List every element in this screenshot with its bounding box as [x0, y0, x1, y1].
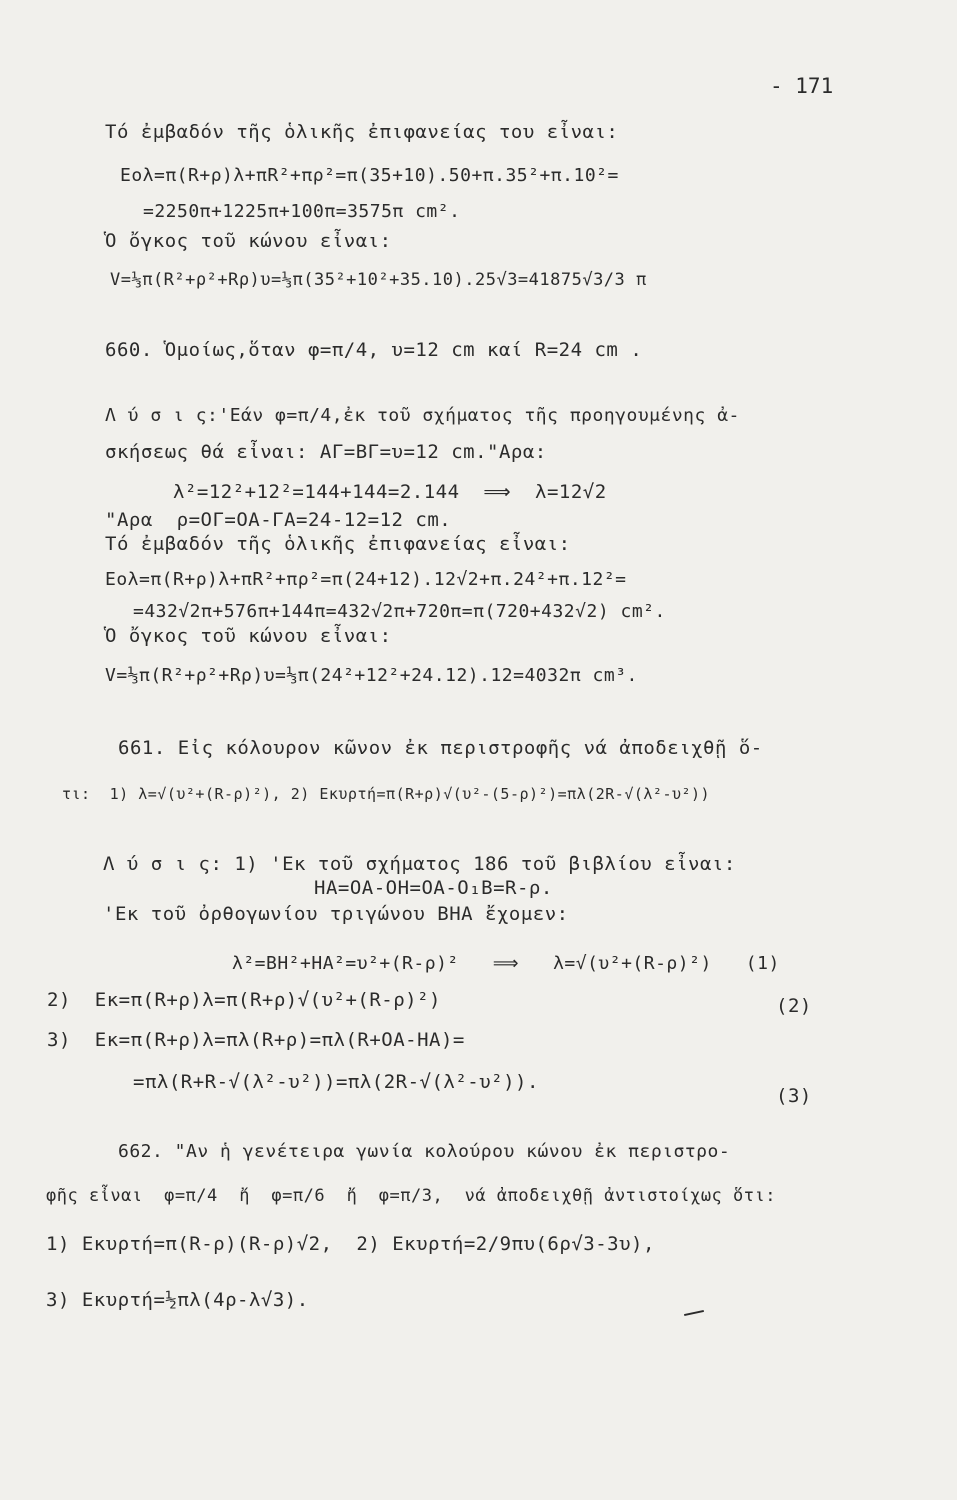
formula-line: =2250π+1225π+100π=3575π cm². [143, 201, 461, 222]
formula-line: λ²=12²+12²=144+144=2.144 ⟹ λ=12√2 [173, 481, 607, 503]
equation-number: (2) [776, 995, 812, 1017]
formula-line: Eολ=π(R+ρ)λ+πR²+πρ²=π(24+12).12√2+π.24²+π.12²= [105, 569, 627, 590]
page-number: - 171 [770, 74, 834, 98]
formula-line: V=⅓π(R²+ρ²+Rρ)υ=⅓π(35²+10²+35.10).25√3=41875√3/3 π [110, 270, 647, 290]
formula-line: V=⅓π(R²+ρ²+Rρ)υ=⅓π(24²+12²+24.12).12=4032π cm³. [105, 665, 638, 686]
formula-line: τι: 1) λ=√(υ²+(R-ρ)²), 2) Eκυρτή=π(R+ρ)√(υ²-(5-ρ)²)=πλ(2R-√(λ²-υ²)) [62, 785, 711, 803]
equation-number: (3) [776, 1085, 812, 1107]
formula-line: =πλ(R+R-√(λ²-υ²))=πλ(2R-√(λ²-υ²)). [133, 1071, 539, 1093]
formula-line: 1) Eκυρτή=π(R-ρ)(R-ρ)√2, 2) Eκυρτή=2/9πυ(6ρ√3-3υ), [46, 1233, 655, 1255]
text-line: Λ ύ σ ι ς:'Εάν φ=π/4,ἐκ τοῦ σχήματος τῆς προηγουμένης ἀ- [105, 405, 740, 426]
text-line: 'Εκ τοῦ ὀρθογωνίου τριγώνου ΒΗΑ ἔχομεν: [103, 903, 569, 925]
exercise-heading: 662. "Αν ἡ γενέτειρα γωνία κολούρου κώνου ἐκ περιστρο- [118, 1141, 731, 1162]
formula-line: "Αρα ρ=ΟΓ=ΟΑ-ΓΑ=24-12=12 cm. [105, 509, 452, 531]
text-line: φῆς εἶναι φ=π/4 ἤ φ=π/6 ἤ φ=π/3, νά ἀποδειχθῇ ἀντιστοίχως ὅτι: [46, 1186, 776, 1206]
formula-line: =432√2π+576π+144π=432√2π+720π=π(720+432√2) cm². [133, 601, 666, 622]
exercise-heading: 661. Εἰς κόλουρον κῶνον ἐκ περιστροφῆς νά ἀποδειχθῇ ὅ- [118, 737, 763, 759]
text-line: σκήσεως θά εἶναι: ΑΓ=ΒΓ=υ=12 cm."Αρα: [105, 441, 547, 463]
text-line: Ὁ ὄγκος τοῦ κώνου εἶναι: [105, 230, 392, 252]
pen-mark [684, 1310, 704, 1316]
formula-line: λ²=ΒΗ²+ΗΑ²=υ²+(R-ρ)² ⟹ λ=√(υ²+(R-ρ)²) (1) [232, 953, 780, 974]
text-line: Ὁ ὄγκος τοῦ κώνου εἶναι: [105, 625, 392, 647]
formula-line: 3) Eκυρτή=½πλ(4ρ-λ√3). [46, 1289, 309, 1311]
text-line: Τό ἐμβαδόν τῆς ὁλικῆς ἐπιφανείας του εἶναι: [105, 121, 619, 143]
formula-line: 3) Eκ=π(R+ρ)λ=πλ(R+ρ)=πλ(R+ΟΑ-ΗΑ)= [47, 1029, 465, 1051]
formula-line: Eολ=π(R+ρ)λ+πR²+πρ²=π(35+10).50+π.35²+π.10²= [120, 165, 619, 186]
exercise-heading: 660. Ὁμοίως,ὅταν φ=π/4, υ=12 cm καί R=24 cm . [105, 339, 643, 361]
text-line: Τό ἐμβαδόν τῆς ὁλικῆς ἐπιφανείας εἶναι: [105, 533, 571, 555]
formula-line: 2) Eκ=π(R+ρ)λ=π(R+ρ)√(υ²+(R-ρ)²) [47, 989, 441, 1011]
formula-line: ΗΑ=ΟΑ-ΟΗ=ΟΑ-Ο₁Β=R-ρ. [314, 877, 553, 899]
text-line: Λ ύ σ ι ς: 1) 'Εκ τοῦ σχήματος 186 τοῦ βιβλίου εἶναι: [103, 853, 736, 875]
